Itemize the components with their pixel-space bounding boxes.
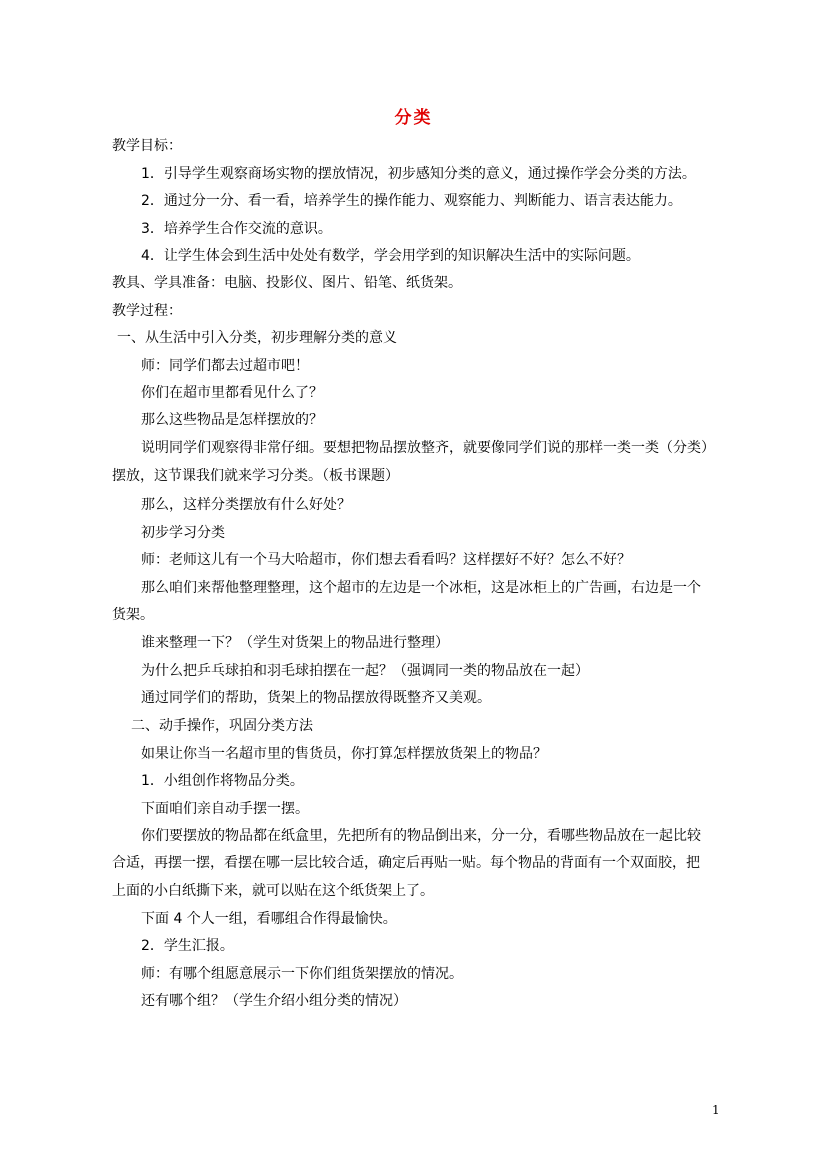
text-line: 下面咱们亲自动手摆一摆。 [141,801,309,817]
text-line: 那么，这样分类摆放有什么好处？ [141,497,351,513]
document-title: 分类 [394,108,433,128]
section-heading: 一、从生活中引入分类，初步理解分类的意义 [117,330,397,346]
text-line: 上面的小白纸撕下来，就可以贴在这个纸货架上了。 [112,883,434,899]
text-line: 师：同学们都去过超市吧！ [141,358,309,374]
text-line: 3．培养学生合作交流的意识。 [141,221,332,237]
page-number: 1 [712,1103,720,1117]
text-line: 摆放，这节课我们就来学习分类。（板书课题） [112,468,399,484]
text-line: 说明同学们观察得非常仔细。要想把物品摆放整齐，就要像同学们说的那样一类一类（分类） [141,440,715,456]
text-line: 师：老师这儿有一个马大哈超市，你们想去看看吗？这样摆好不好？怎么不好？ [141,552,631,568]
text-line: 你们在超市里都看见什么了？ [141,385,323,401]
text-line: 1．小组创作将物品分类。 [141,773,304,789]
text-line: 谁来整理一下？（学生对货架上的物品进行整理） [141,635,449,651]
text-line: 初步学习分类 [141,525,225,541]
text-line: 货架。 [112,607,154,623]
text-line: 你们要摆放的物品都在纸盒里，先把所有的物品倒出来，分一分，看哪些物品放在一起比较 [141,828,701,844]
text-line: 合适，再摆一摆，看摆在哪一层比较合适，确定后再贴一贴。每个物品的背面有一个双面胶，把 [112,855,700,871]
text-line: 通过同学们的帮助，货架上的物品摆放得既整齐又美观。 [141,690,491,706]
text-line: 2．学生汇报。 [141,938,234,954]
text-line: 那么咱们来帮他整理整理，这个超市的左边是一个冰柜，这是冰柜上的广告画，右边是一个 [141,580,701,596]
text-line: 下面 4 个人一组，看哪组合作得最愉快。 [141,911,397,927]
text-line: 1．引导学生观察商场实物的摆放情况，初步感知分类的意义，通过操作学会分类的方法。 [141,166,696,182]
section-heading: 二、动手操作，巩固分类方法 [131,718,313,734]
text-line: 师：有哪个组愿意展示一下你们组货架摆放的情况。 [141,966,463,982]
text-line: 教具、学具准备：电脑、投影仪、图片、铅笔、纸货架。 [112,275,462,291]
text-line: 教学过程： [112,303,182,319]
text-line: 教学目标： [112,138,182,154]
text-line: 2．通过分一分、看一看，培养学生的操作能力、观察能力、判断能力、语言表达能力。 [141,193,682,209]
text-line: 4．让学生体会到生活中处处有数学，学会用学到的知识解决生活中的实际问题。 [141,248,640,264]
text-line: 为什么把乒乓球拍和羽毛球拍摆在一起？（强调同一类的物品放在一起） [141,663,589,679]
text-line: 还有哪个组？（学生介绍小组分类的情况） [141,993,407,1009]
text-line: 那么这些物品是怎样摆放的？ [141,412,323,428]
text-line: 如果让你当一名超市里的售货员，你打算怎样摆放货架上的物品？ [141,746,547,762]
